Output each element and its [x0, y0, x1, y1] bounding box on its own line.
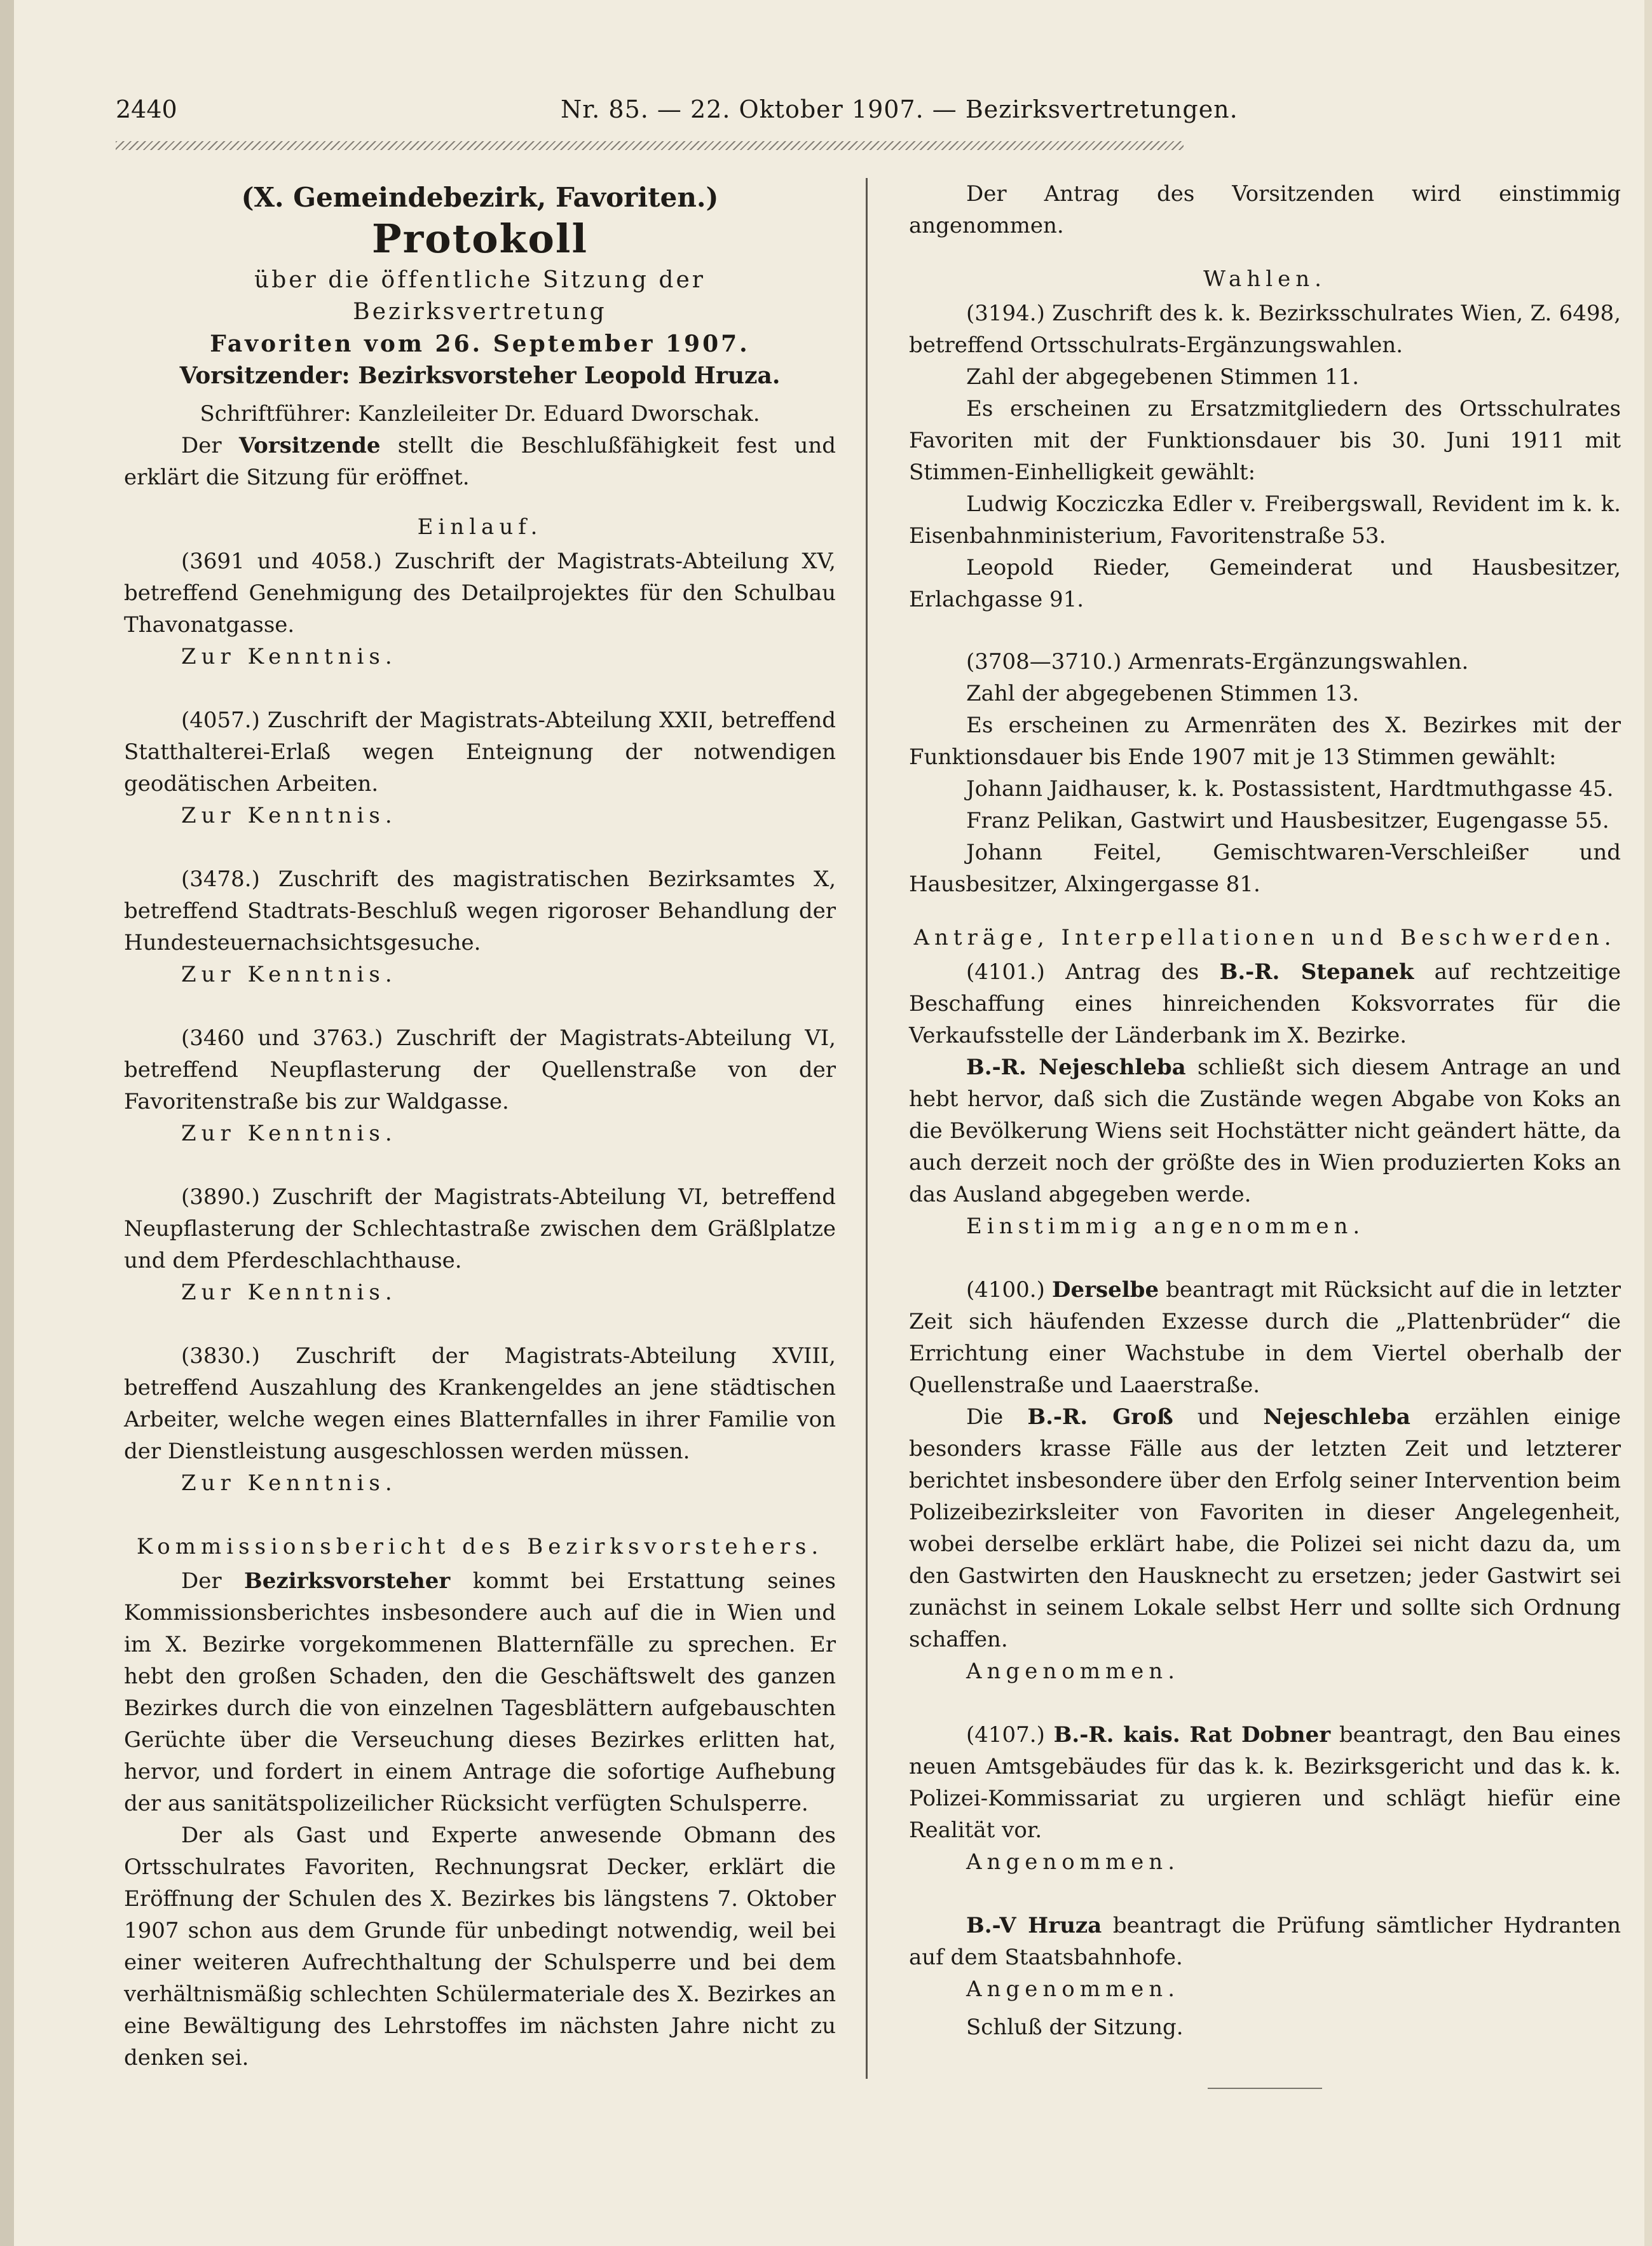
wahl2-ersatz: Es erscheinen zu Armenräten des X. Bezirkes mit der Funktionsdauer bis Ende 1907 mit je 13 Stimmen gewählt:: [909, 713, 1621, 770]
wahl1-text: (3194.) Zuschrift des k. k. Bezirksschulrates Wien, Z. 6498, betreffend Ortsschulrats-Ergänzungswahlen.: [909, 301, 1621, 358]
wahl2-text: (3708—3710.) Armenrats-Ergänzungswahlen.: [966, 649, 1469, 674]
hruza-text: beantragt die Prüfung sämtlicher Hydranten auf dem Staatsbahnhofe.: [909, 1913, 1621, 1970]
antrag-einstimmig: Der Antrag des Vorsitzenden wird einstimmig angenommen.: [909, 181, 1621, 238]
header-rule: [116, 141, 1184, 150]
closing-line: Schluß der Sitzung.: [966, 2015, 1184, 2040]
item-text: (3830.) Zuschrift der Magistrats-Abteilung XVIII, betreffend Auszahlung des Krankengeldes an jene städtischen Arbeiter, welche wegen eines Blatternfalles in ihrer Familie von der Dienstleistung ausgeschlossen werden müssen.: [124, 1343, 836, 1464]
antrag-4101-text: auf rechtzeitige Beschaffung eines hinreichenden Koksvorrates für die Verkaufsstelle der Länderbank im X. Bezirke.: [909, 959, 1621, 1048]
left-column: [124, 178, 836, 2074]
hruza-paragraph: [909, 1910, 1621, 1973]
antrag-4101-lead: (4101.) Antrag des: [966, 959, 1199, 985]
antrag-4100-name: Derselbe: [1051, 1277, 1159, 1303]
gross-name-2: Nejeschleba: [1263, 1404, 1410, 1430]
wahlen-heading: Wahlen.: [1203, 266, 1327, 292]
wahl1-zahl: Zahl der abgegebenen Stimmen 11.: [966, 364, 1360, 390]
antrag-4107-lead: (4107.): [966, 1722, 1045, 1748]
item-result: Zur Kenntnis.: [181, 803, 397, 828]
item-5: [124, 1340, 836, 1499]
scan-edge-right: [1644, 0, 1652, 2246]
kommission-heading: Kommissionsbericht des Bezirksvorstehers.: [136, 1534, 824, 1559]
item-4: [124, 1181, 836, 1308]
einstimmig-result: Einstimmig angenommen.: [966, 1214, 1365, 1239]
antrag-4107: [909, 1719, 1621, 1846]
item-text: (4057.) Zuschrift der Magistrats-Abteilung XXII, betreffend Statthalterei-Erlaß wegen Enteignung der notwendigen geodätischen Arbeiten.: [124, 708, 836, 797]
antrag-4100-text: beantragt mit Rücksicht auf die in letzter Zeit sich häufenden Exzesse durch die „Plattenbrüder“ die Errichtung einer Wachstube in dem Viertel oberhalb der Quellenstraße und Laaerstraße.: [909, 1277, 1621, 1398]
angenommen-result-3: Angenommen.: [966, 1976, 1180, 2002]
nejeschleba-name: B.-R. Nejeschleba: [966, 1055, 1186, 1080]
item-result: Zur Kenntnis.: [181, 1121, 397, 1146]
gross-name: B.-R. Groß: [1027, 1404, 1173, 1430]
district-heading: (X. Gemeindebezirk, Favoriten.): [241, 182, 719, 213]
antrag-4100-lead: (4100.): [966, 1277, 1045, 1303]
right-column: [909, 178, 1621, 2089]
chair-line: Vorsitzender: Bezirksvorsteher Leopold Hruza.: [179, 362, 781, 389]
opening-bold: Vorsitzende: [238, 433, 381, 458]
secretary-line: Schriftführer: Kanzleileiter Dr. Eduard Dworschak.: [200, 401, 760, 427]
document-title: Protokoll: [371, 216, 589, 262]
antrag-4101: [909, 956, 1621, 1051]
page-header: [116, 95, 1238, 140]
spacer: [909, 615, 1621, 646]
antraege-heading: Anträge, Interpellationen und Beschwerden.: [913, 925, 1616, 950]
einlauf-heading: Einlauf.: [417, 514, 543, 540]
antrag-4107-name: B.-R. kais. Rat Dobner: [1053, 1722, 1331, 1748]
wahl2-name-2: Franz Pelikan, Gastwirt und Hausbesitzer, Eugengasse 55.: [966, 808, 1609, 833]
gross-lead: Die: [966, 1404, 1004, 1430]
opening-paragraph: [124, 430, 836, 493]
running-title: Nr. 85. — 22. Oktober 1907. — Bezirksvertretungen.: [561, 95, 1238, 123]
item-result: Zur Kenntnis.: [181, 962, 397, 987]
item-0: [124, 545, 836, 673]
gross-paragraph: [909, 1401, 1621, 1655]
wahl1-name-1: Ludwig Kocziczka Edler v. Freibergswall, Revident im k. k. Eisenbahnministerium, Favoritenstraße 53.: [909, 491, 1621, 549]
item-text: (3478.) Zuschrift des magistratischen Bezirksamtes X, betreffend Stadtrats-Beschluß wegen rigoroser Behandlung der Hundesteuernachsichtsgesuche.: [124, 866, 836, 955]
wahl1-ersatz: Es erscheinen zu Ersatzmitgliedern des Ortsschulrates Favoriten mit der Funktionsdauer bis 30. Juni 1911 mit Stimmen-Einhelligkeit gewählt:: [909, 396, 1621, 485]
item-text: (3890.) Zuschrift der Magistrats-Abteilung VI, betreffend Neupflasterung der Schlechtastraße zwischen dem Gräßlplatze und dem Pferdeschlachthause.: [124, 1184, 836, 1273]
item-2: [124, 863, 836, 990]
kommission-paragraph: [124, 1565, 836, 1819]
angenommen-result-2: Angenommen.: [966, 1849, 1180, 1875]
komm-article: Der: [181, 1568, 222, 1594]
item-3: [124, 1022, 836, 1149]
item-1: [124, 704, 836, 832]
opening-text: stellt die Beschlußfähigkeit fest und erklärt die Sitzung für eröffnet.: [124, 433, 836, 490]
column-divider: [866, 178, 868, 2079]
end-rule: [1208, 2088, 1322, 2089]
antrag-4101-name: B.-R. Stepanek: [1219, 959, 1414, 985]
antrag-4107-text: beantragt, den Bau eines neuen Amtsgebäudes für das k. k. Bezirksgericht und das k. k. Polizei-Kommissariat zu urgieren und schlägt hiefür eine Realität vor.: [909, 1722, 1621, 1843]
item-text: (3460 und 3763.) Zuschrift der Magistrats-Abteilung VI, betreffend Neupflasterung der Quellenstraße von der Favoritenstraße bis zur Waldgasse.: [124, 1025, 836, 1114]
opening-article: Der: [181, 433, 222, 458]
gross-und: und: [1197, 1404, 1239, 1430]
nejeschleba-text: schließt sich diesem Antrage an und hebt hervor, daß sich die Zustände wegen Abgabe von Koks an die Bevölkerung Wiens seit Hochstätter nicht geändert hätte, da auch derzeit noch der größte des in Wien produzierten Koks an das Ausland abgegeben werde.: [909, 1055, 1621, 1207]
wahl1-name-2: Leopold Rieder, Gemeinderat und Hausbesitzer, Erlachgasse 91.: [909, 555, 1621, 612]
komm-bold: Bezirksvorsteher: [244, 1568, 451, 1594]
item-result: Zur Kenntnis.: [181, 644, 397, 669]
wahl2-name-1: Johann Jaidhauser, k. k. Postassistent, Hardtmuthgasse 45.: [966, 776, 1614, 802]
antrag-4100: [909, 1274, 1621, 1401]
wahl2-zahl: Zahl der abgegebenen Stimmen 13.: [966, 681, 1360, 706]
wahl2-name-3: Johann Feitel, Gemischtwaren-Verschleißer und Hausbesitzer, Alxingergasse 81.: [909, 840, 1621, 897]
angenommen-result-1: Angenommen.: [966, 1659, 1180, 1684]
hruza-name: B.-V Hruza: [966, 1913, 1102, 1938]
item-result: Zur Kenntnis.: [181, 1470, 397, 1496]
item-text: (3691 und 4058.) Zuschrift der Magistrats-Abteilung XV, betreffend Genehmigung des Detailprojektes für den Schulbau Thavonatgasse.: [124, 549, 836, 638]
komm-text: kommt bei Erstattung seines Kommissionsberichtes insbesondere auch auf die in Wien und im X. Bezirke vorgekommenen Blatternfälle zu sprechen. Er hebt den großen Schaden, den die Geschäftswelt des ganzen Bezirkes durch die von einzelnen Tagesblättern aufgebauschten Gerüchte über die Verseuchung dieses Bezirkes erlitten hat, hervor, und fordert in einem Antrage die sofortige Aufhebung der aus sanitätspolizeilicher Rücksicht verfügten Schulsperre.: [124, 1568, 836, 1816]
gross-text: erzählen einige besonders krasse Fälle aus der letzten Zeit und letzterer berichtet insbesondere über den Erfolg seiner Intervention beim Polizeibezirksleiter von Favoriten in dieser Angelegenheit, wobei derselbe erklärt habe, die Polizei sei nicht dazu da, um den Gastwirten den Hausknecht zu ersetzen; jeder Gastwirt sei zunächst in seinem Lokale selbst Herr und sollte sich Ordnung schaffen.: [909, 1404, 1621, 1652]
item-result: Zur Kenntnis.: [181, 1280, 397, 1305]
scan-edge-left: [0, 0, 14, 2246]
obmann-paragraph: Der als Gast und Experte anwesende Obmann des Ortsschulrates Favoriten, Rechnungsrat Decker, erklärt die Eröffnung der Schulen des X. Bezirkes bis längstens 7. Oktober 1907 schon aus dem Grunde für unbedingt notwendig, weil bei einer weiteren Aufrechthaltung der Schulsperre und bei dem verhältnismäßig schlechten Schülermateriale des X. Bezirkes an eine Bewältigung des Lehrstoffes im nächsten Jahre nicht zu denken sei.: [124, 1823, 836, 2071]
subtitle-line-2: Favoriten vom 26. September 1907.: [210, 331, 750, 357]
page-number: 2440: [116, 95, 177, 123]
nejeschleba-paragraph: [909, 1051, 1621, 1210]
subtitle-line-1: über die öffentliche Sitzung der Bezirksvertretung: [254, 267, 706, 325]
